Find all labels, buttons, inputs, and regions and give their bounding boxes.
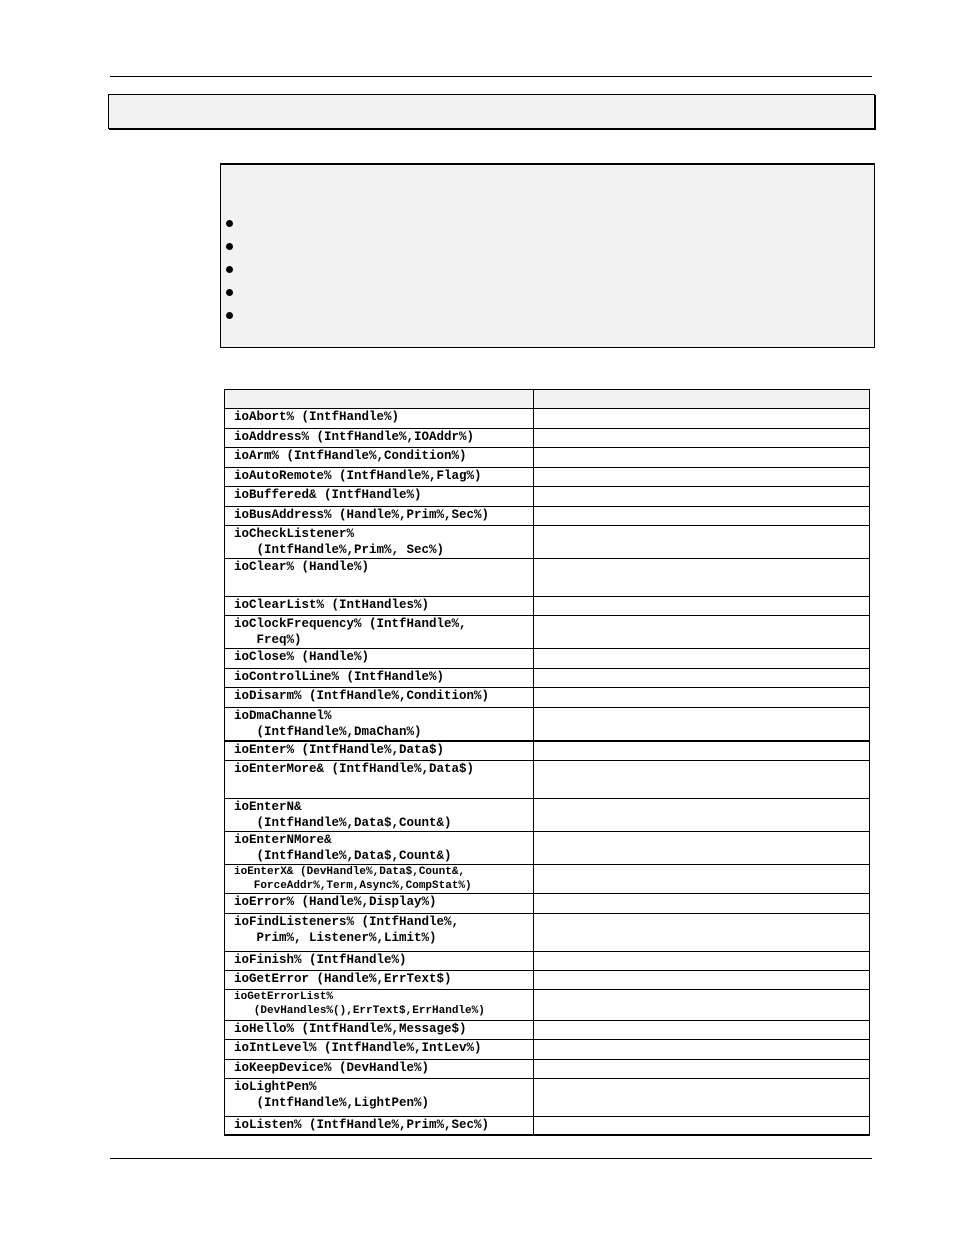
function-description (534, 1116, 870, 1135)
table-row (225, 507, 870, 526)
table-header-cell (534, 390, 870, 409)
table-row (225, 468, 870, 487)
function-description (534, 1039, 870, 1059)
function-description (534, 951, 870, 970)
function-description (534, 1020, 870, 1039)
function-signature: ioEnterMore& (IntfHandle%,Data$) (225, 760, 534, 798)
function-signature: ioCheckListener% (IntfHandle%,Prim%, Sec%) (225, 526, 534, 559)
section-header-bar (108, 94, 875, 129)
function-signature: ioKeepDevice% (DevHandle%) (225, 1059, 534, 1078)
function-signature: ioArm% (IntfHandle%,Condition%) (225, 448, 534, 468)
function-description (534, 597, 870, 616)
table-row (225, 708, 870, 742)
table-row (225, 616, 870, 649)
table-row (225, 831, 870, 864)
table-row (225, 409, 870, 429)
function-description (534, 688, 870, 708)
function-signature: ioLightPen% (IntfHandle%,LightPen%) (225, 1078, 534, 1116)
function-description (534, 893, 870, 913)
function-description (534, 864, 870, 893)
function-description (534, 831, 870, 864)
function-description (534, 448, 870, 468)
table-row (225, 1116, 870, 1135)
function-description (534, 669, 870, 688)
table-row (225, 649, 870, 669)
function-signature: ioClockFrequency% (IntfHandle%, Freq%) (225, 616, 534, 649)
function-signature: ioError% (Handle%,Display%) (225, 893, 534, 913)
header-rule (110, 76, 872, 77)
function-description (534, 798, 870, 831)
table-row (225, 526, 870, 559)
table-row (225, 429, 870, 448)
table-header-row (225, 390, 870, 409)
function-signature: ioGetErrorList% (DevHandles%(),ErrText$,ErrHandle%) (225, 989, 534, 1020)
function-description (534, 507, 870, 526)
table-row (225, 487, 870, 507)
function-signature: ioClear% (Handle%) (225, 559, 534, 597)
function-signature: ioEnter% (IntfHandle%,Data$) (225, 741, 534, 760)
table-row (225, 448, 870, 468)
function-description (534, 708, 870, 742)
function-signature: ioBuffered& (IntfHandle%) (225, 487, 534, 507)
function-description (534, 526, 870, 559)
function-signature: ioEnterNMore& (IntfHandle%,Data$,Count&) (225, 831, 534, 864)
table-row (225, 760, 870, 798)
function-description (534, 468, 870, 487)
function-signature: ioAbort% (IntfHandle%) (225, 409, 534, 429)
function-signature: ioEnterX& (DevHandle%,Data$,Count&, ForceAddr%,Term,Async%,CompStat%) (225, 864, 534, 893)
function-signature: ioGetError (Handle%,ErrText$) (225, 970, 534, 989)
function-signature: ioBusAddress% (Handle%,Prim%,Sec%) (225, 507, 534, 526)
function-signature: ioAutoRemote% (IntfHandle%,Flag%) (225, 468, 534, 487)
table-body (225, 409, 870, 1136)
footer-rule (110, 1158, 872, 1159)
table-row (225, 559, 870, 597)
function-description (534, 649, 870, 669)
function-description (534, 760, 870, 798)
function-signature: ioFinish% (IntfHandle%) (225, 951, 534, 970)
note-box (220, 163, 875, 348)
function-description (534, 1059, 870, 1078)
table-row (225, 989, 870, 1020)
table-row (225, 970, 870, 989)
function-description (534, 1078, 870, 1116)
function-description (534, 970, 870, 989)
function-description (534, 409, 870, 429)
table-row (225, 798, 870, 831)
function-signature: ioClearList% (IntHandles%) (225, 597, 534, 616)
function-table (224, 389, 870, 1136)
function-signature: ioDmaChannel% (IntfHandle%,DmaChan%) (225, 708, 534, 742)
function-description (534, 559, 870, 597)
function-description (534, 487, 870, 507)
function-signature: ioHello% (IntfHandle%,Message$) (225, 1020, 534, 1039)
function-signature: ioClose% (Handle%) (225, 649, 534, 669)
table-row (225, 1039, 870, 1059)
table-row (225, 913, 870, 951)
table-row (225, 1059, 870, 1078)
table-header-cell (225, 390, 534, 409)
function-description (534, 741, 870, 760)
function-description (534, 616, 870, 649)
function-description (534, 913, 870, 951)
function-signature: ioAddress% (IntfHandle%,IOAddr%) (225, 429, 534, 448)
function-signature: ioIntLevel% (IntfHandle%,IntLev%) (225, 1039, 534, 1059)
table-row (225, 669, 870, 688)
function-description (534, 989, 870, 1020)
function-signature: ioDisarm% (IntfHandle%,Condition%) (225, 688, 534, 708)
table-row (225, 864, 870, 893)
function-signature: ioControlLine% (IntfHandle%) (225, 669, 534, 688)
table-row (225, 1020, 870, 1039)
function-description (534, 429, 870, 448)
table-row (225, 741, 870, 760)
table-row (225, 1078, 870, 1116)
function-signature: ioFindListeners% (IntfHandle%, Prim%, Listener%,Limit%) (225, 913, 534, 951)
function-signature: ioEnterN& (IntfHandle%,Data$,Count&) (225, 798, 534, 831)
function-signature: ioListen% (IntfHandle%,Prim%,Sec%) (225, 1116, 534, 1135)
table-row (225, 893, 870, 913)
table-row (225, 951, 870, 970)
table-row (225, 688, 870, 708)
table-row (225, 597, 870, 616)
